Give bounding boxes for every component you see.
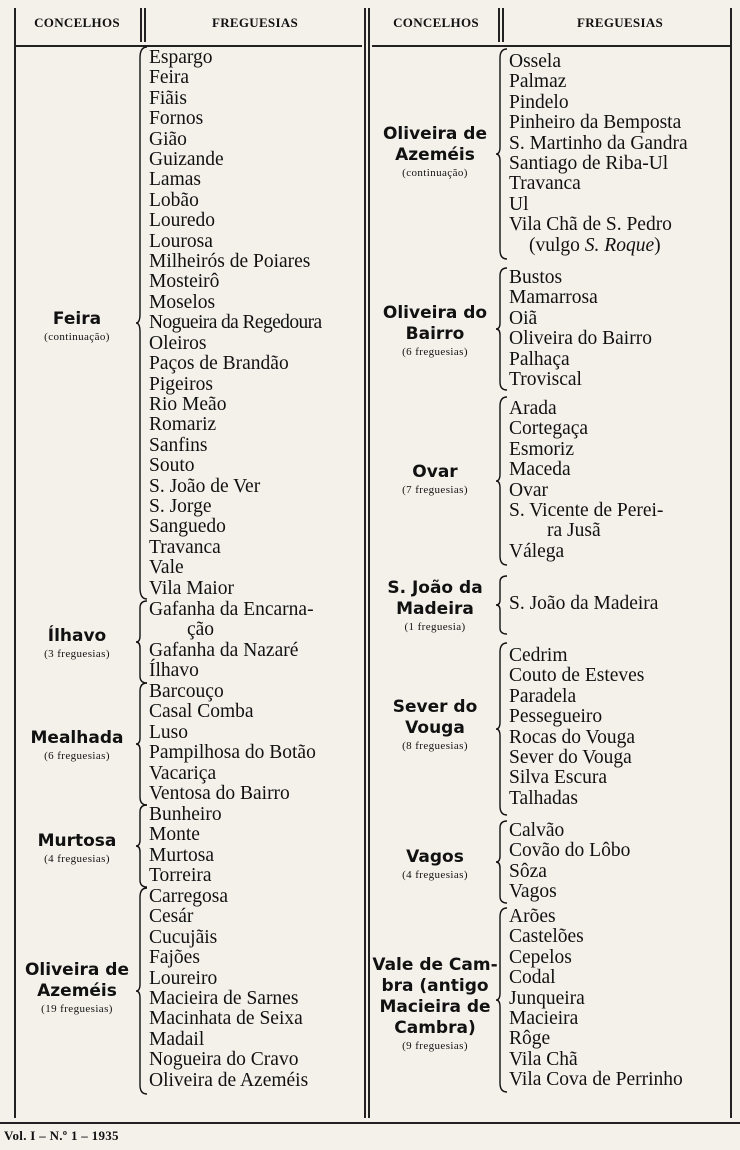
brace xyxy=(496,907,508,1093)
parish: Espargo xyxy=(149,47,213,68)
parish: Travanca xyxy=(509,173,581,195)
parish: Vagos xyxy=(509,881,557,903)
parish: Romariz xyxy=(149,414,217,436)
parish: Louredo xyxy=(149,210,216,232)
parish: Barcouço xyxy=(149,681,224,702)
concelho-name: Murtosa xyxy=(37,831,117,851)
parish: Lobão xyxy=(149,189,199,211)
concelho-name: Ovar xyxy=(412,462,458,482)
concelho-name: Vale de Cam- xyxy=(372,955,498,975)
header-right-freguesias: FREGUESIAS xyxy=(576,15,664,30)
parish: Arões xyxy=(509,906,556,927)
parish: Fiãis xyxy=(149,87,187,109)
header-divider xyxy=(502,8,504,42)
concelho-name: Oliveira de xyxy=(24,960,130,980)
header-rule-right xyxy=(372,45,730,47)
concelho-oliveira-de-azemeis xyxy=(16,960,138,1016)
concelho-name: Oliveira de xyxy=(382,124,488,144)
concelho-count: (continuação) xyxy=(44,331,110,343)
freguesias-oliveira-de-azemeis-cont xyxy=(509,52,688,256)
parish: Esmoriz xyxy=(509,438,574,460)
parish: Ventosa do Bairro xyxy=(149,783,290,805)
freguesias-ilhavo xyxy=(149,600,314,682)
concelho-name: Mealhada xyxy=(30,728,124,748)
concelho-name: Feira xyxy=(52,309,102,329)
parish: Feira xyxy=(149,67,190,89)
parish: Ílhavo xyxy=(149,660,199,682)
parish: Torreira xyxy=(149,865,212,887)
vulgo-prefix: (vulgo xyxy=(529,234,585,256)
parish: S. Jorge xyxy=(149,495,212,517)
parish: Macieira xyxy=(509,1008,579,1030)
parish: Arada xyxy=(509,398,557,419)
parish: Nogueira da Regedoura xyxy=(149,312,322,334)
parish: Souto xyxy=(149,455,195,477)
brace xyxy=(136,804,148,888)
parish: Válega xyxy=(509,540,565,562)
column-divider-center xyxy=(364,8,366,1118)
brace xyxy=(136,682,148,806)
parish: Rio Meão xyxy=(149,393,227,415)
concelho-name: bra (antigo xyxy=(381,976,489,996)
concelho-murtosa xyxy=(16,831,138,866)
parish: Fajões xyxy=(149,947,200,969)
concelho-name: Sever do xyxy=(392,697,478,717)
parish: Maceda xyxy=(509,459,571,481)
parish: Cepelos xyxy=(509,946,572,968)
parish: Macieira de Sarnes xyxy=(149,988,299,1010)
column-divider-left xyxy=(14,8,16,1118)
parish: Paços de Brandão xyxy=(149,353,289,375)
concelho-count: (1 freguesia) xyxy=(404,621,466,633)
header-divider xyxy=(140,8,142,42)
concelho-count: (continuação) xyxy=(402,167,468,179)
concelho-vale-de-cambra xyxy=(372,955,498,1053)
freguesias-vale-de-cambra xyxy=(509,907,683,1091)
concelho-name: Madeira xyxy=(396,599,474,619)
parish: Vila Cova de Perrinho xyxy=(509,1069,683,1091)
brace xyxy=(136,46,148,600)
parish: Lourosa xyxy=(149,230,213,252)
parish: Troviscal xyxy=(509,369,582,391)
brace xyxy=(496,642,508,816)
parish: Paradela xyxy=(509,685,577,707)
parish: Mosteirô xyxy=(149,271,220,293)
parish: Moselos xyxy=(149,291,216,313)
parish: Castelões xyxy=(509,926,584,948)
concelho-count: (9 freguesias) xyxy=(402,1040,468,1052)
bottom-rule xyxy=(0,1122,740,1124)
parish: Mamarrosa xyxy=(509,287,598,309)
parish: Ovar xyxy=(509,479,548,501)
concelho-sao-joao-da-madeira xyxy=(372,578,498,634)
concelho-ovar xyxy=(372,462,498,497)
parish: Oleiros xyxy=(149,332,207,354)
concelho-count: (8 freguesias) xyxy=(402,740,468,752)
brace xyxy=(496,267,508,391)
parish: Madail xyxy=(149,1028,205,1050)
header-divider xyxy=(144,8,146,42)
brace xyxy=(496,820,508,904)
freguesias-mealhada xyxy=(149,682,316,804)
parish: Sanguedo xyxy=(149,516,226,538)
parish: Bunheiro xyxy=(149,804,222,825)
concelho-count: (4 freguesias) xyxy=(402,869,468,881)
column-divider-center xyxy=(368,8,370,1118)
concelho-name: S. João da xyxy=(387,578,483,598)
parish: Pigeiros xyxy=(149,373,213,395)
concelho-count: (3 freguesias) xyxy=(44,648,110,660)
parish: S. João da Madeira xyxy=(509,593,659,614)
parish: Cesár xyxy=(149,906,194,928)
parish: Santiago de Riba-Ul xyxy=(509,153,669,175)
parish: Sôza xyxy=(509,860,547,882)
parish: Nogueira do Cravo xyxy=(149,1049,299,1071)
parish: Casal Comba xyxy=(149,701,254,723)
freguesias-vagos xyxy=(509,821,630,903)
concelho-oliveira-de-azemeis-cont xyxy=(372,124,498,180)
parish: Oiã xyxy=(509,307,538,329)
concelho-name: Vagos xyxy=(406,847,464,867)
parish: Travanca xyxy=(149,536,221,558)
freguesias-feira xyxy=(149,48,322,599)
parish: Vila Chã de S. Pedro xyxy=(509,214,672,236)
parish: S. João de Ver xyxy=(149,475,261,497)
concelho-mealhada xyxy=(16,728,138,763)
volume-footer: Vol. I – N.º 1 – 1935 xyxy=(4,1128,119,1143)
parish: Milheirós de Poiares xyxy=(149,251,311,273)
brace xyxy=(496,48,508,260)
parish: Fornos xyxy=(149,108,204,130)
concelho-count: (6 freguesias) xyxy=(402,346,468,358)
vulgo-suffix: ) xyxy=(654,234,661,256)
parish: Bustos xyxy=(509,267,563,288)
header-right-concelhos: CONCELHOS xyxy=(393,15,479,30)
parish: Ossela xyxy=(509,51,561,72)
concelho-oliveira-do-bairro xyxy=(372,303,498,359)
concelho-count: (6 freguesias) xyxy=(44,750,110,762)
parish: S. Martinho da Gandra xyxy=(509,132,688,154)
parish: Loureiro xyxy=(149,967,218,989)
parish: Palhaça xyxy=(509,348,570,370)
concelho-count: (19 freguesias) xyxy=(41,1003,113,1015)
parish: Cucujãis xyxy=(149,926,218,948)
parish: Carregosa xyxy=(149,886,229,907)
concelho-name: Bairro xyxy=(405,324,465,344)
header-divider xyxy=(498,8,500,42)
brace xyxy=(136,887,148,1095)
concelho-name: Oliveira do xyxy=(382,303,488,323)
vulgo-name: S. Roque xyxy=(584,234,655,256)
parish: Luso xyxy=(149,721,188,743)
parish: Gafanha da Encarna- xyxy=(149,599,314,620)
concelho-name: Azeméis xyxy=(395,145,475,165)
parish: S. Vicente de Perei- xyxy=(509,500,664,522)
header-left-freguesias: FREGUESIAS xyxy=(211,15,299,30)
concelho-count: (4 freguesias) xyxy=(44,853,110,865)
concelho-feira xyxy=(16,309,138,344)
parish: Vale xyxy=(149,557,184,579)
freguesias-sao-joao-da-madeira xyxy=(509,594,658,614)
brace xyxy=(136,600,148,684)
parish: Oliveira do Bairro xyxy=(509,328,652,350)
parish: Murtosa xyxy=(149,844,214,866)
freguesias-sever-do-vouga xyxy=(509,646,644,809)
concelho-name: Azeméis xyxy=(37,981,117,1001)
parish: Palmaz xyxy=(509,71,567,93)
parish: Rocas do Vouga xyxy=(509,726,636,748)
header-left-concelhos: CONCELHOS xyxy=(34,15,120,30)
parish: Junqueira xyxy=(509,987,585,1009)
parish: Sanfins xyxy=(149,434,208,456)
parish: Vila Chã xyxy=(509,1048,578,1070)
parish: Cortegaça xyxy=(509,418,589,440)
parish: ção xyxy=(187,619,215,641)
freguesias-murtosa xyxy=(149,805,222,887)
parish: Vacariça xyxy=(149,762,217,784)
concelho-vagos xyxy=(372,847,498,882)
parish: Ul xyxy=(509,193,529,215)
column-divider-right xyxy=(730,8,732,1118)
parish-vulgo xyxy=(509,236,688,256)
parish: Monte xyxy=(149,824,200,846)
concelho-count: (7 freguesias) xyxy=(402,484,468,496)
parish: Rôge xyxy=(509,1028,551,1050)
parish: Calvão xyxy=(509,820,565,841)
concelho-sever-do-vouga xyxy=(372,697,498,753)
freguesias-oliveira-de-azemeis xyxy=(149,887,308,1091)
parish: Oliveira de Azeméis xyxy=(149,1069,309,1091)
brace xyxy=(496,575,508,635)
parish: Pinheiro da Bemposta xyxy=(509,112,682,134)
parish: Cedrim xyxy=(509,645,568,666)
parish: Codal xyxy=(509,967,556,989)
concelho-name: Vouga xyxy=(405,718,465,738)
parish: ra Jusã xyxy=(547,520,601,542)
parish: Couto de Esteves xyxy=(509,665,645,687)
parish: Sever do Vouga xyxy=(509,747,632,769)
concelho-name: Ílhavo xyxy=(47,626,107,646)
parish: Pindelo xyxy=(509,91,569,113)
concelho-name: Cambra) xyxy=(394,1018,476,1038)
parish: Pessegueiro xyxy=(509,706,603,728)
parish: Lamas xyxy=(149,169,201,191)
concelho-ilhavo xyxy=(16,626,138,661)
freguesias-ovar xyxy=(509,399,663,562)
parish: Macinhata de Seixa xyxy=(149,1008,303,1030)
parish: Silva Escura xyxy=(509,767,608,789)
freguesias-oliveira-do-bairro xyxy=(509,268,652,390)
brace xyxy=(496,396,508,566)
parish: Covão do Lôbo xyxy=(509,840,631,862)
parish: Guizande xyxy=(149,149,224,171)
parish: Pampilhosa do Botão xyxy=(149,742,316,764)
concelho-name: Macieira de xyxy=(379,997,491,1017)
parish: Vila Maior xyxy=(149,577,234,599)
parish: Gião xyxy=(149,128,187,150)
parish: Gafanha da Nazaré xyxy=(149,639,299,661)
parish: Talhadas xyxy=(509,787,579,809)
